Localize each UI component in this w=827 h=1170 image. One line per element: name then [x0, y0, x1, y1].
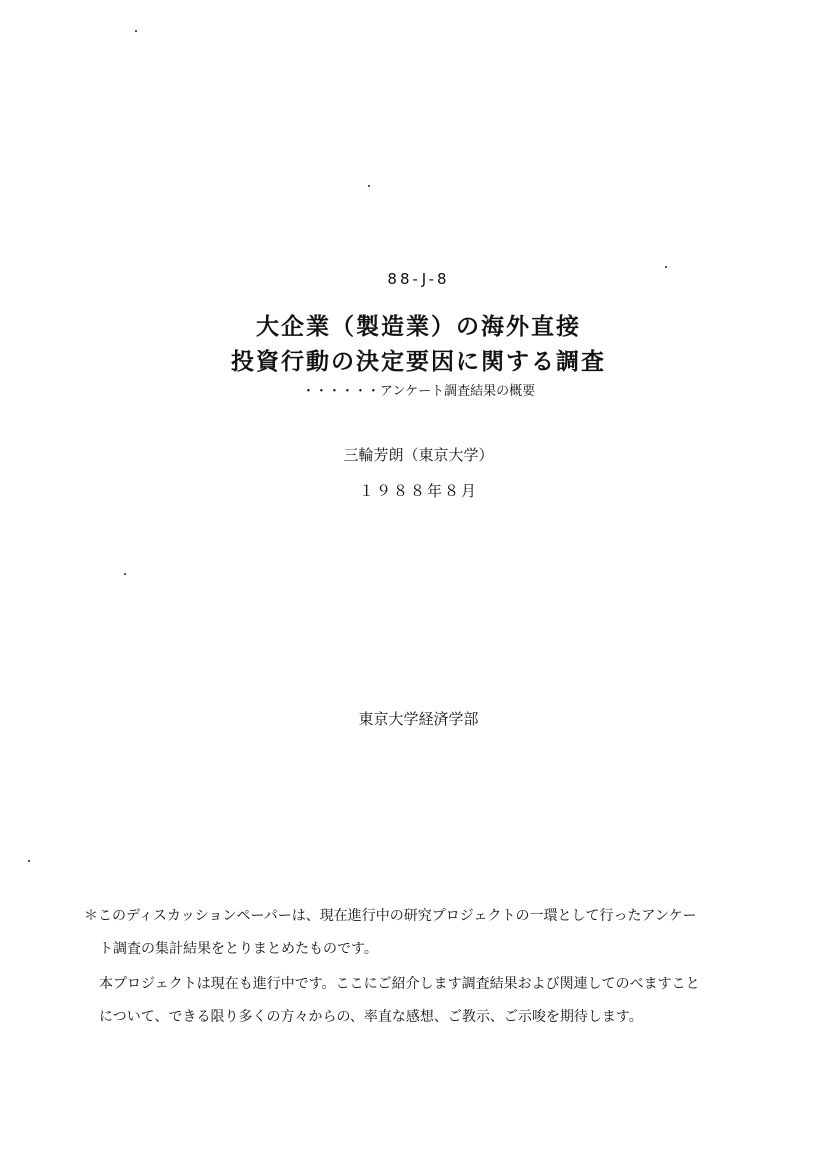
- footnote-line-3: 本プロジェクトは現在も進行中です。ここにご紹介します調査結果および関連してのべますこと: [99, 976, 700, 992]
- scan-speck: [28, 860, 30, 862]
- title-line-1: 大企業（製造業）の海外直接: [256, 314, 581, 340]
- scan-speck: [368, 185, 370, 187]
- footnote-line-2: ト調査の集計結果をとりまとめたものです。: [99, 941, 378, 957]
- title-line-2: 投資行動の決定要因に関する調査: [231, 349, 606, 375]
- scan-speck: [135, 30, 137, 32]
- subtitle: ・・・・・・アンケート調査結果の概要: [301, 384, 536, 399]
- institution: 東京大学経済学部: [358, 710, 479, 728]
- author: 三輪芳朗（東京大学）: [343, 446, 494, 464]
- scan-speck: [124, 573, 126, 575]
- footnote-line-4: について、できる限り多くの方々からの、率直な感想、ご教示、ご示唆を期待します。: [99, 1009, 643, 1025]
- footnote-line-1: ＊このディスカッションペーパーは、現在進行中の研究プロジェクトの一環として行ったアンケー: [84, 908, 697, 924]
- paper-number: 88-J-8: [387, 270, 450, 288]
- scan-speck: [665, 266, 667, 268]
- publication-date: １９８８年８月: [358, 482, 478, 500]
